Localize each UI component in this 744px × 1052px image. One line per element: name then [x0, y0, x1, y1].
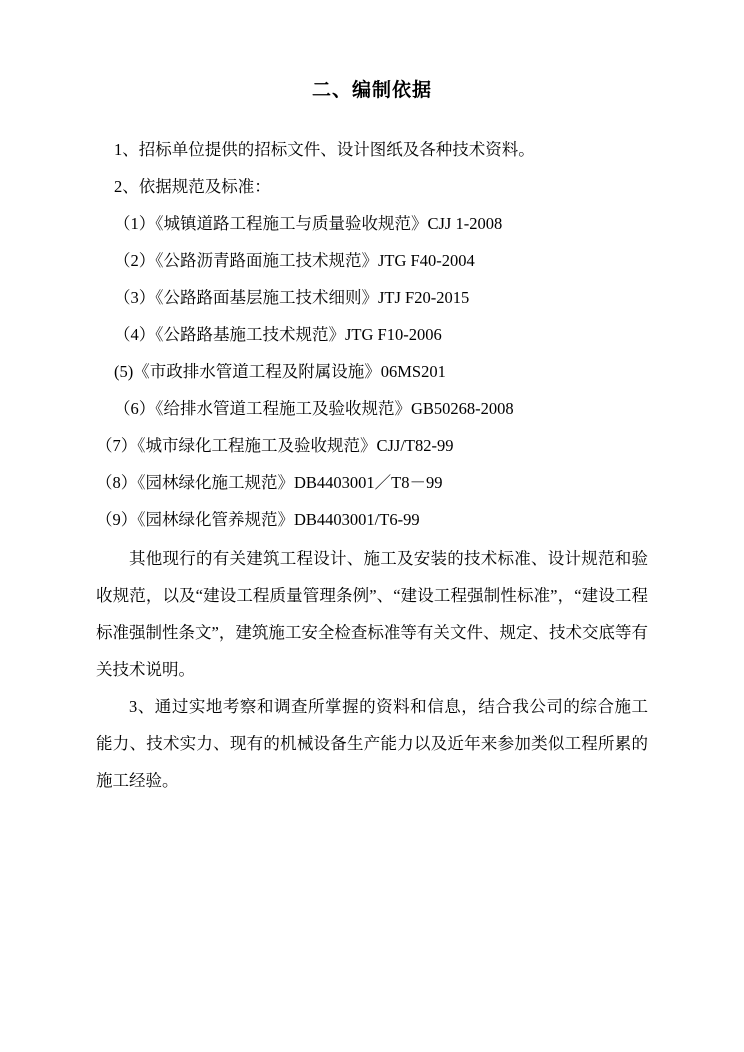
- document-body: [96, 78, 648, 799]
- paragraph-site-survey: 3、通过实地考察和调查所掌握的资料和信息，结合我公司的综合施工能力、技术实力、现有的机械设备生产能力以及近年来参加类似工程所累的施工经验。: [96, 696, 648, 790]
- standard-item-7: （7）《城市绿化工程施工及验收规范》CJJ/T82-99: [96, 435, 454, 455]
- standard-item-8: （8）《园林绿化施工规范》DB4403001／T8－99: [96, 472, 443, 492]
- standard-item-5: (5)《市政排水管道工程及附属设施》06MS201: [114, 361, 446, 381]
- standard-item-3: （3）《公路路面基层施工技术细则》JTJ F20-2015: [114, 287, 470, 307]
- page-title: 二、编制依据: [311, 80, 432, 101]
- paragraph-other-standards: 其他现行的有关建筑工程设计、施工及安装的技术标准、设计规范和验收规范，以及“建设工程质量管理条例”、“建设工程强制性标准”，“建设工程标准强制性条文”，建筑施工安全检查标准等有关文件、规定、技术交底等有关技术说明。: [96, 548, 648, 679]
- paragraph-standards-intro: 2、依据规范及标准：: [114, 176, 271, 196]
- standard-item-1: （1）《城镇道路工程施工与质量验收规范》CJJ 1-2008: [114, 213, 503, 233]
- standard-item-2: （2）《公路沥青路面施工技术规范》JTG F40-2004: [114, 250, 475, 270]
- standard-item-9: （9）《园林绿化管养规范》DB4403001/T6-99: [96, 509, 420, 529]
- standard-item-4: （4）《公路路基施工技术规范》JTG F10-2006: [114, 324, 442, 344]
- paragraph-bidding-documents: 1、招标单位提供的招标文件、设计图纸及各种技术资料。: [114, 139, 535, 159]
- standard-item-6: （6）《给排水管道工程施工及验收规范》GB50268-2008: [114, 398, 514, 418]
